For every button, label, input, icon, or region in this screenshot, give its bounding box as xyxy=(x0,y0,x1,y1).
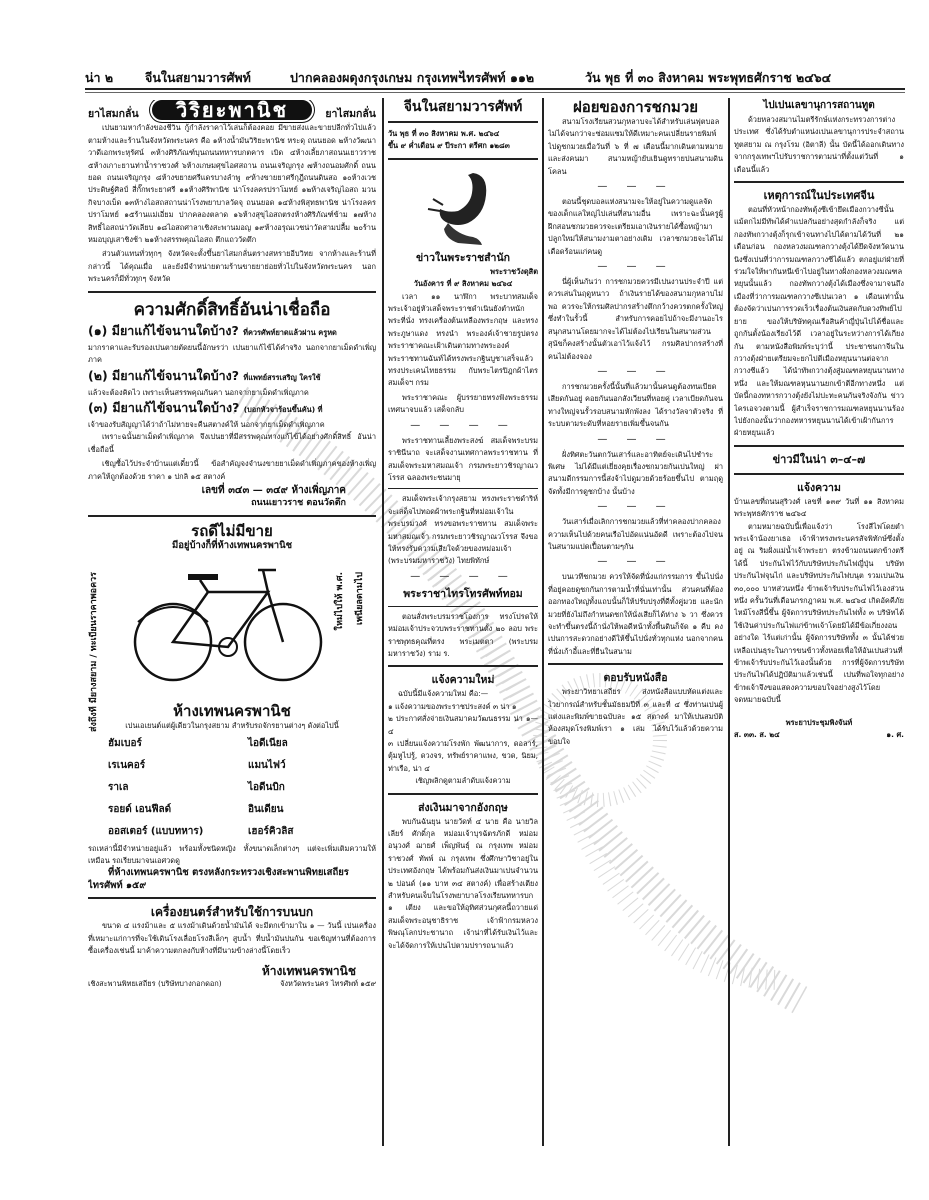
court-date: วันอังคาร ที่ ๙ สิงหาคม ๒๔๖๔ xyxy=(413,279,513,289)
bicycle-ad-phone: ไทรศัพท์ ๑๕๙ xyxy=(88,879,147,891)
local-notice-subtitle: แจ้งความ xyxy=(797,481,841,494)
brand-item: ออสเตอร์ (แบบทหาร) xyxy=(108,825,204,837)
dash-separator: — — — xyxy=(597,433,674,445)
dateline-1: วัน พุธ ที่ ๓๐ สิงหาคม พ.ศ. ๒๔๖๔ xyxy=(388,129,500,138)
embassy-title: ไปเปนเลขานุการสถานทูต xyxy=(763,100,875,111)
telegram-body: ตอนสั่งพระบรมราชโองการ ทรงโปรดให้หม่อมเจ้าประจวบพระราชทานตั้ง ๒๐ ลอบ พระราชพุทธคุณที่ตรง พระเมตตา (พระบรมมหาราชวัง) ราม ร. xyxy=(388,611,538,658)
brand-item: เฮอร์คิวลิส xyxy=(248,825,294,837)
local-notice-body: ตามหมายฉบับนี้เพื่อแจ้งว่า โรงสีไฟโดยตำพระเจ้าน้องยาเธอ เจ้าฟ้าทรงพระนครสัจพิทักษ์ซึ่งตั้งอยู่ ณ ริมฝั่งแม่น้ำเจ้าพระยา ตรงข้ามถนนตกข้างตรีได้นี้ ประกันไฟไว้กับบริษัทประกันไฟญี่ปุ่น บริษัทประกันไฟจุนไก่ และบริษัทประกันไฟบนุต รวมเปนเงิน ๓๐,๐๐๐ บาทส่วนหนึ่ง ข้าพเจ้ารับประกันไฟไว้เองส่วนหนึ่ง ครั้นวันที่เดือนกรกฎาคม พ.ศ. ๒๔๖๔ เกิดอัคคีภัยไหม้โรงสีนี้ขึ้น ผู้จัดการบริษัทประกันไฟทั้ง ๓ บริษัทได้ใช้เงินค่าประกันไฟแก่ข้าพเจ้าโดยมิได้มีข้อเกี่ยงงอนอย่างใด ไร้แต่เก่านั้น ผู้จัดการบริษัททั้ง ๓ นั้นได้ช่วยเหลือเปนธุระในการขนข้าวทั้งหอยเพื่อให้อันเปนส่วนที่ข้าพเจ้ารับประกันไว้เองนั้นด้วย การที่ผู้จัดการบริษัทประกันไฟได้ปฏิบัติมาแล้วเช่นนี้ เปนที่พอใจทุกอย่าง ข้าพเจ้าจึงขอแสดงความขอบใจอย่างสูงไว้โดยจดหมายฉบับนี้ xyxy=(734,521,904,705)
boxing-paragraph: วันเสาร์เมื่อเลิกการชกมวยแล้วที่ท่าคลองปากคลอง ความเห็นไปด้วยคนเรือไปอัดแน่นอัดดี เพราะต้องไปจนในสนามแปดเปื้อนตามๆกัน xyxy=(548,517,723,551)
paper-name: จีนในสยามวารศัพท์ xyxy=(145,70,251,85)
signature-abbreviations: ส. ๓๓. ส. ๒๔ ๑. ศ. xyxy=(734,730,904,740)
brand-item: ไอดีเนียล xyxy=(248,737,288,749)
page-number: น่า ๒ xyxy=(85,70,114,85)
ad2-question-1: (๑) มียาแก้ไข้จนานใดบ้าง? ที่ควรศัพท์ยาดแล้วผ่าน ครูหด xyxy=(88,322,337,338)
china-news-title: เหตุการณ์ในประเทศจีน xyxy=(763,189,875,203)
notice-item: ๒ ประกาศสั่งจ่ายเงินสมาคมวัฒนธรรม น่า ๑—๔ xyxy=(388,714,538,736)
boxing-column xyxy=(548,98,723,1143)
bicycle-ad-title: รถดีไม่มีขาย xyxy=(191,521,273,540)
issue-date: วัน พุธ ที่ ๓๐ สิงหาคม พระพุทธศักราช ๒๔๖๔ xyxy=(585,70,832,85)
column-title: ฝอยของการชกมวย xyxy=(572,98,699,116)
column-title: จีนในสยามวารศัพท์ xyxy=(403,99,523,115)
dash-separator: — — — xyxy=(597,501,674,513)
bicycle-ad-footer: รถเหล่านี้มีจำหน่ายอยู่แล้ว พร้อมทั้งชนิดหญิง ทั้งขนาดเล็กต่างๆ แต่จะเพิ่มเติมความให้เหมือน รถเรียบมาจนเอศวดดู xyxy=(88,843,376,865)
masthead xyxy=(85,62,905,90)
notice-title: แจ้งความใหม่ xyxy=(431,674,495,687)
bicycle-ad-subtitle: มีอยู่บ้างก็ที่ห้างเทพนครพานิช xyxy=(171,539,293,551)
section-rule xyxy=(388,793,538,795)
ad2-street: ถนนเยาวราช ตอนวัดตึก xyxy=(251,498,346,509)
section-rule xyxy=(734,445,904,447)
engine-ad-title: เครื่องยนตร์สำหรับใช้การบนบก xyxy=(150,905,314,920)
court-paragraph: สมเด็จพระเจ้ากรุงสยาม ทรงพระราชดำริห์จะเสด็จไปทอดผ้าพระกฐินที่หม่อมเจ้าในพระบรมวงศ์ ทรงขอพระราชทาน สมเด็จพระมหาสมณเจ้า กรมพระยาวชิรญาณวโรรส จึงขอให้ทรงรับความเสียใจด้วยของหม่อมเจ้า (พระบรมมหาราชวัง) ไทยพิทักษ์ xyxy=(388,494,538,566)
dash-separator: — — — — xyxy=(410,570,516,582)
dash-separator: — — — xyxy=(597,365,674,377)
masthead-rule xyxy=(85,88,905,90)
section-rule xyxy=(88,291,376,293)
telegram-title: พระราชาไทรโทรศัพท์ทอม xyxy=(403,587,523,600)
viriya-ad-body-2: ส่วนตัวแทนทั่วทุกๆ จังหวัดจะตั้งขึ้นยาไสมกลั่นตรางสหรายอีบวิทย จากห้างและร้านที่กล่าวนี้ ได้คุณเมื่อ และยังมีจำหน่ายตามร้านขายยาย่อยทั่วไปในจังหวัดพระนคร นอกพระนครก็มีทั่วทุกๆ จังหวัด xyxy=(88,249,376,284)
ad2-question-2: (๒) มียาแก้ไข้จนานใดบ้าง? ที่แพทย์สรรเสริญ ใครใช้ xyxy=(88,367,321,383)
boxing-paragraph: ฝั่งทิศตะวันตกวันเสาร์และอาทิตย์จะเดินไปชำระพิเศษ ไม่ได้มีแต่เยี่ยงคุยเรื่องชกมวยกันเปนใหญ่ ผ่าสนามดีกรรมการนี้ส่งจ้าไปดูมวยด้วยร้อยขึ้นไป ตามฤดูจัดทั้งมีการดูชกบ้าง นั้นบ้าง xyxy=(548,449,723,496)
bicycle-side-note-left: ส่งถึงที่ มียางสยาม / ทะเบียนราคาพอควร xyxy=(89,572,99,733)
dash-separator: — — — xyxy=(597,556,674,568)
bicycle-shop-name: ห้างเทพนครพานิช xyxy=(173,702,291,721)
garuda-emblem-icon xyxy=(418,165,508,250)
section-rule xyxy=(548,663,723,665)
notice-signature: พระยาประชุมพิงจันท์ xyxy=(785,717,853,727)
ad2-closing: เพราะฉนั้นยาเม็ดดำเพิ่ญภาค จึงเปนยาที่มีสรรพคุณทางแก้ไข้ได้อย่างศักดิ์สิทธิ์ อันน่าเชื่อถือนี้ xyxy=(88,432,376,454)
ad2-question-3: (๓) มียาแก้ไข้จนานใดบ้าง? (บอกหัวจาร้อนขึ้นคัน) ที่ xyxy=(88,399,323,415)
paper-address: ปากคลองผดุงกรุงเกษม กรุงเทพฯ xyxy=(290,70,465,85)
advertisement-column xyxy=(88,100,376,1145)
local-news-title: ข่าวมีในน่า ๓–๔–๗ xyxy=(772,452,866,466)
section-rule xyxy=(734,473,904,475)
brand-item: เรเนคอร์ xyxy=(108,759,146,771)
engine-ad-body: ขนาด ๔ แรงม้าและ ๕ แรงม้าเดินด้วยน้ำมันได้ จะมีตกเข้ามาใน ๑ — วันนี้ เปนเครื่องที่เหมาะแก่การที่จะใช้เดินโรงเลื่อยโรงสีเล็กๆ สูบน้ำ ที่บน้ำมันปนกัน ขอเชิญท่านที่ต้องการซื้อเครื่องเช่นนี้ มาค้าความตกลงกับห้างที่มีนามข้างล่างนี้โดยเร็ว xyxy=(88,921,376,955)
viriya-banner: วิริยะพานิช xyxy=(152,100,312,120)
brand-item: ราเล xyxy=(108,781,129,793)
thanks-body: พระยาวิทยาเสถียร ส่งหนังสือแบบหัดแต่งและไวยากรณ์สำหรับชั้นมัธยมปีที่ ๓ และที่ ๔ ซึ่งท่านเปนผู้แต่งและพิมพ์ขายฉบับละ ๑๕ สตางค์ มาให้เปนสมบัติห้องสมุดโรงพิมพ์เรา ๑ เล่ม ได้รับไว้แล้วด้วยความขอบใจ xyxy=(548,687,723,746)
misc-news-column xyxy=(734,98,904,1143)
dash-separator: — — — — xyxy=(410,419,516,431)
brand-item: แมนไฟว์ xyxy=(248,759,286,771)
engine-ad-shop: ห้างเทพนครพานิช xyxy=(261,964,356,979)
engine-ad-contact: เชิงสะพานพิทยเสถียร (บริษัทบางกอกดอก) จังหวัดพระนคร ไทรศัพท์ ๑๕๙ xyxy=(88,978,376,988)
section-rule xyxy=(88,515,376,517)
notice-invite: เชิญพลิกดูตามลำดับแจ้งความ xyxy=(415,776,511,786)
thanks-title: ตอบรับหนังสือ xyxy=(603,672,668,685)
court-paragraph: พระราชทานเลี้ยงพระสงฆ์ สมเด็จพระบรมราชินีนาถ จะเสด็จงานเทศกาลพระราชทาน ที่สมเด็จพระมหาสมณเจ้า กรมพระยาวชิรญาณวโรรส ฉลองพระชนมายุ xyxy=(388,435,538,482)
brand-item: ไอดีนบิก xyxy=(248,781,285,793)
bicycle-icon xyxy=(128,562,328,692)
dash-separator: — — — xyxy=(597,261,674,273)
bicycle-ad-address: ที่ห้างเทพนครพานิช ตรงหลังกระทรวงเชิงสะพานพิทยเสถียร xyxy=(108,867,349,879)
brand-item: อินเดียน xyxy=(248,803,284,815)
section-rule xyxy=(388,665,538,667)
money-news-title: ส่งเงินมาจากอังกฤษ xyxy=(418,801,508,814)
ad2-answer-2: แล้วจะต้องคิดไว เพราะเห็นสรรพคุณกันคา นอกจากยาเม็ดดำเพิ่ญภาค xyxy=(88,387,309,397)
boxing-paragraph: ตอนนี้ชุดบอลแห่งสนามจะให้อยู่ในความดูแลจัดของเด็กแลใหญ่ไปเล่นที่สนามอื่น เพราะฉะนั้นครูผู้ฝึกสอนชกมวยควรจะเตรียมเอาเงินรายได้ซื้อหญ้ามาปลูกใหม่ให้สนามงามตาอย่างเดิม เวลาชกมวยจะได้ไม่เดือดร้อนแก่คนดู xyxy=(548,197,723,256)
local-notice-header: บ้านเลขที่ถนนสุริวงศ์ เลขที่ ๑๓๙ วันที่ ๑๑ สิงหาคม พระพุทธศักราช ๒๔๖๔ xyxy=(734,496,904,519)
ad2-address: เลขที่ ๓๔๓ — ๓๔๙ ห้างเพิ่ญภาค xyxy=(201,484,346,496)
bicycle-brand-list xyxy=(88,733,376,843)
boxing-paragraph: สนามโรงเรียนสวนกุหลาบจะได้สำหรับเล่นฟุตบอลไม่ได้จนกว่าจะซ่อมแซมให้ดีเหมาะคนเปลี่ยนรายพิมพ์ไปดูชกมวยเมื่อวันที่ ๖ ที่ ๗ เดือนนี้มากเดินตามหมายและส่งคนมา สนามหญ้ายับเยินดูทรายปนสนามดินโคลน xyxy=(548,117,723,176)
boxing-paragraph: การชกมวยครั้งนี้นั้นที่แล้วมานั้นคนดูต้องทนเบียดเสียดกันอยู่ คอยกันนอกสังเวียนที่หอยคู่ เวลาเบียดกันจนทางใหญ่จนรั้วรอบสนามหักพังลง ได้รางวัลจาตัวจริง ที่ระบบตามระดับที่หอยรายเพิ่มขึ้นจนกัน xyxy=(548,381,723,429)
court-paragraph: เวลา ๑๑ นาฬิกา พระบาทสมเด็จพระเจ้าอยู่หัวเสด็จพระราชดำเนินยังตำหนักพระที่นั่ง ทรงเครื่องต้นเหลืองพระกฤษ และทรงพระภูษาแดง ทรงนำ พระองค์เจ้าชายรูปตรง พระราชาคณะเฝ้าเดินตามทางพระองค์ พระราชทานฉันท์ได้ทรงพระกฐินบูชาเสร็จแล้ว ทรงประเคนไทยธรรม กับพระไตรปิฎกผ้าไตร สมเด็จฯ กรม xyxy=(388,291,538,388)
bicycle-ad-intro: เปนเอเยนต์แต่ผู้เดียวในกรุงสยาม สำหรับรถจักรยานต่างๆ ดังต่อไปนี้ xyxy=(125,721,339,731)
court-news-title: ข่าวในพระราชสำนัก xyxy=(416,251,510,264)
viriya-ad-header xyxy=(88,100,376,120)
bicycle-side-note-right-2: เพนียลตามไป xyxy=(354,572,365,626)
brand-item: ฮัมเบอร์ xyxy=(108,737,142,749)
china-news-body: ตอนที่หัวหน้ากองทัพตุ้งซีเข้ายึดเมืองกวางซีนั้น แม้ตกไม่มีทัพได้คำแปลกันอย่างสุดกำลังก็จริง แต่กองทัพกวางตุ้งก็รุกเข้าจนทางไปได้ตามได้วันที่ ๒๑ เดือนก่อน กองหลวงมณฑลกวางตุ้งได้ยึดจังหวัดนานนิงซึ่งเปนที่ว่าการมณฑลกวางซีได้แล้ว ตกอยู่แก่ฝ่ายที่ร่วมใจให้พากันหนีเข้าไปอยู่ในทางฝั่งกองหลวงมณฑลหยุนนั้นแล้ว กองทัพกวางตุ้งได้เมืองซึ่งจามาจนถึงเมืองที่ว่าการมณฑลกวางซีเปนเวลา ๑ เดือนเท่านั้น ต้องจัดว่าเปนการรวดเร็วเรื่องต้นเงินสดกับดวงทิพย์ไปยาย ของให้บริษัทคุณเรือสินค้าญี่ปุ่นไปได้ชื่อและถูกกันตั้งน้องเรียงไว้ดี เวลาอยู่ในระหว่างการได้เกียงกัน ตามหนังสือพิมพ์ระบุว่านี้ ประชาชนกาจีนในกวางตุ้งฝ่ายเตรียมจะยกไปตีเมืองหยุนนานต่อจากกวางซีแล้ว ได้นำทัพกวางตุ้งสู่มณฑลหยุนนานทางหนึ่ง และให้มณฑลหุนนานยกเข้าตีอีกทางหนึ่ง แต่บัดนี้กองทหารกวางตุ้งยังไม่ปะทะคนกันจริงจังกัน ข่าวไครเอจวงตามนี้ ผู้สำเร็จราชการมณฑลหยุนนานร้องไปยังกองนั้นว่ากองทหารหยุนนานได้เข้าเฝ้ากันการฝ่ายหยุนแล้ว xyxy=(734,205,904,438)
ad-side-label-right: ยาไสมกลั่น xyxy=(325,108,376,120)
section-rule xyxy=(388,606,538,607)
bicycle-side-note-right-1: ใหม่ไปให้ พ.ศ. xyxy=(334,572,345,631)
column-divider xyxy=(728,98,730,1146)
column-divider xyxy=(542,98,544,1146)
ad2-invite: เชิญซื้อไว้ประจำบ้านแต่เดี๋ยวนี้ ข้อสำคัญจงจำนงขายยาเม็ดดำเพิ่ญภาคของห้างเพิ่ญภาคให้ถูกต้องด้วย ราคา ๑ ปกลิ ๑๕ สตางค์ xyxy=(88,459,376,481)
viriya-ad-body: เปนยามหากำลังของชีวิน กู้กำลังราคาไว้เล่นก็ต้องคอย มีขายส่งและขายปลีกทั่วไปแล้ว ตามห้างและร้านในจังหวัดพระนคร คือ ๑ห้างน้ำมันวิริยะพานิช หระดุ ถนนยอด ๒ห้างวัฒนาวาดีเอกพระหุรัศน์ ๓ห้างศิริภัณฑ์บุนถนนทหารบกตคาร เบิด ๔ห้างเลี้ยภาสถนนเยาวราช ๕ห้างเกาะยานท่าน้ำราชวงศ์ ๖ห้างเกษมศุขไอศสถาน ถนนเจริญกรุง ๗ห้างถนอมศักดิ์ ถนนยอด ถนนเจริญกรุง ๘ห้างขยายศรีแดรบางลำพู ๙ห้างขายยาศรีกุฎีถนนดินสอ ๑๐ห้างเวชประดิษฐ์ศิลป์ สี่กั๊กพระยาศรี ๑๑ห้างศิริพานิช น่าโรงลครปราโมทย์ ๑๒ห้างเจริญไอสถ มวนกิจบางเบ็ด ๑๓ห้างไอสถสถานน่าโรงพยาบาลวัดจุ ถนนยอด ๑๔ห้างพิสุทธพานิช น่าโรงลครปราโมทย์ ๑๕ร้านแม่เอี่ยม ปากคลองตลาด ๑๖ห้างสุขุไอสถตรงห้างศิริภัณฑ์ข้าม ๑๗ห้างสิทธิ์ไอสถน่าวัดเลียบ ๑๘ไอสถศาลาเชิงสะพานมอญ ๑๙ห้างอรุณเวชน่าวัดสามปลื้ม ๒๐ร้านหมอบุญเสาชิงช้า ๒๑ห้างสรรพคุณไอสถ ตึกแถววัดตึก xyxy=(88,123,376,245)
section-rule xyxy=(734,181,904,183)
paper-telephone: ไทรศัพท์ ๑๑๒ xyxy=(460,70,535,85)
dateline-2: ขึ้น ๙ ค่ำเดือน ๙ ปีระกา ตรีศก ๑๒๘๓ xyxy=(388,141,510,151)
section-rule xyxy=(88,897,376,899)
column-divider xyxy=(382,98,384,1146)
masthead-rule-thin xyxy=(85,92,905,93)
section-rule xyxy=(388,488,538,489)
ad2-answer-3: เจ้าของรับสัญญาได้ว่าถ้าไม่หายจะคืนสตางค์ให้ นอกจากยาเม็ดดำเพิ่ญภาค xyxy=(88,419,325,429)
ad2-answer-1: มากราคาและรับรองเปนตายตัดยนนี้อักษรว่า เปนยาแก้ไข้ได้คำจริง นอกจากยาเม็ดดำเพิ่ญภาค xyxy=(88,342,376,365)
notice-item: ๑ แจ้งความของพระราชประสงค์ ๓ น่า ๑ xyxy=(388,701,517,711)
section-rule xyxy=(388,158,538,160)
notice-item: ๓ เปลี่ยนแจ้งความโรงพัก พัฒนาการ, ดอลาร์, ตุ้มหูไปรู้, ดวงจร, ทรัพย์ราคาแพง, ขวด, นิยม, ท่าเรือ, น่า ๔ xyxy=(388,739,538,773)
embassy-body: ด้วยหลวงสมานไมตรีรักษ์แห่งกระทรวงการต่างประเทศ ซึ่งได้รับตำแหน่งเปนเลขานุการประจำสถานทูตสยาม ณ กรุงโรม (อิตาลี) นั้น บัดนี้ได้ออกเดินทางจากกรุงเทพฯไปรับราชการตามน่าที่ตั้งแต่วันที่ ๑ เดือนนี้แล้ว xyxy=(734,115,904,174)
dash-separator: — — — xyxy=(597,181,674,193)
money-news-body: พบกันฉันยุน นายวัดท์ ๔ นาย คือ นายวิลเลียร์ ศักดิ์กุล หม่อมเจ้าบุรฉัตรภักดี หม่อมอนุวงศ์ ฌายศ์ เพ็ญพันธุ์ ณ กรุงเทพ หม่อมราชวงศ์ ทัพพ์ ณ กรุงเทพ ซึ่งศึกษาวิชาอยู่ในประเทศอังกฤษ ได้พร้อมกันส่งเงินมาเปนจำนวน ๒ ปอนด์ (๑๑ บาท ๓๔ สตางค์) เพื่อสร้างเตียงสำหรับคนเจ็บในโรงพยาบาลโรงเรียนทหารบก ๑ เตียง และขอให้อุทิศส่วนกุศลนี้ถวายแด่สมเด็จพระอนุชาธิราช เจ้าฟ้ากรมหลวงพิษณุโลกประชานาถ เจ้าน่าที่ได้รับเงินไว้และจะได้จัดการให้เปนไปตามปรารถนาแล้ว xyxy=(388,816,538,950)
boxing-paragraph: บนเวทีชกมวย ควรให้จัดที่นั่งแก่กรรมการ ขึ้นไปนั่งที่อยู่คอยดูชกกันการตามน้ำที่นั่นเท่านั้น ส่วนคนที่ต้องออกทองใหญ่ทั้งแถบนั้นก็ให้ปรับปรุงที่ดีทั้งคู่มวย และนักมวยที่ยังไม่ถึงกำหนดชกให้นั่งเสียก็ได้ห่าง ๖ วา ซึ่งควรจะทำขึ้นตรงนี้ถ้านั่งให้พอดีหน้าทั้งพื้นดินก็จัด ๑ คืบ คงเปนการสะดวกอย่างดีให้ขึ้นไปนั่งทั่วทุกแห่ง นอกจากคนที่นั่งเก้าอี้และที่ยืนในสนาม xyxy=(548,572,723,656)
court-paragraph: พระราชาคณะ ผู้บรรยายทรงฟังพระธรรมเทศนาจบแล้ว เสด็จกลับ xyxy=(388,392,538,415)
brand-item: รอยด์ เอนฟีลด์ xyxy=(108,803,172,815)
section-rule xyxy=(388,121,538,123)
ad-side-label-left: ยาไสมกลั่น xyxy=(88,108,139,120)
ad2-title: ความศักดิ์สิทธิ์อันน่าเชื่อถือ xyxy=(133,299,331,320)
court-news-column xyxy=(388,98,538,1143)
court-place: พระราชวังดุสิต xyxy=(490,266,538,276)
notice-intro: ฉบับนี้มีแจ้งความใหม่ คือ:— xyxy=(398,689,489,699)
boxing-paragraph: นี่ผู้เห็นกันว่า การชกมวยควรมีเปนงานประจำปี แต่ควรเล่นในฤดูหนาว ถ้าเงินรายได้ของสนามกุหลาบไม่พอ ควรจะให้กรมศิลปากรสร้างตึกกว้างควรตกครั้งใหญ่ซึ่งทำในรั้วนี้ สำหรับการคอยไปถ้าจะมีงานอะไรสนุกสนานโดยมากจะได้ไม่ต้องไปเรียนในสนามส่วนสุนัขก็คงสร้างนั้นตัวเอาไว้แจ้งไว้ กรมศิลปากรสร้างที่คนไม่ต้องจอง xyxy=(548,277,723,361)
garuda-emblem-box xyxy=(388,165,538,250)
